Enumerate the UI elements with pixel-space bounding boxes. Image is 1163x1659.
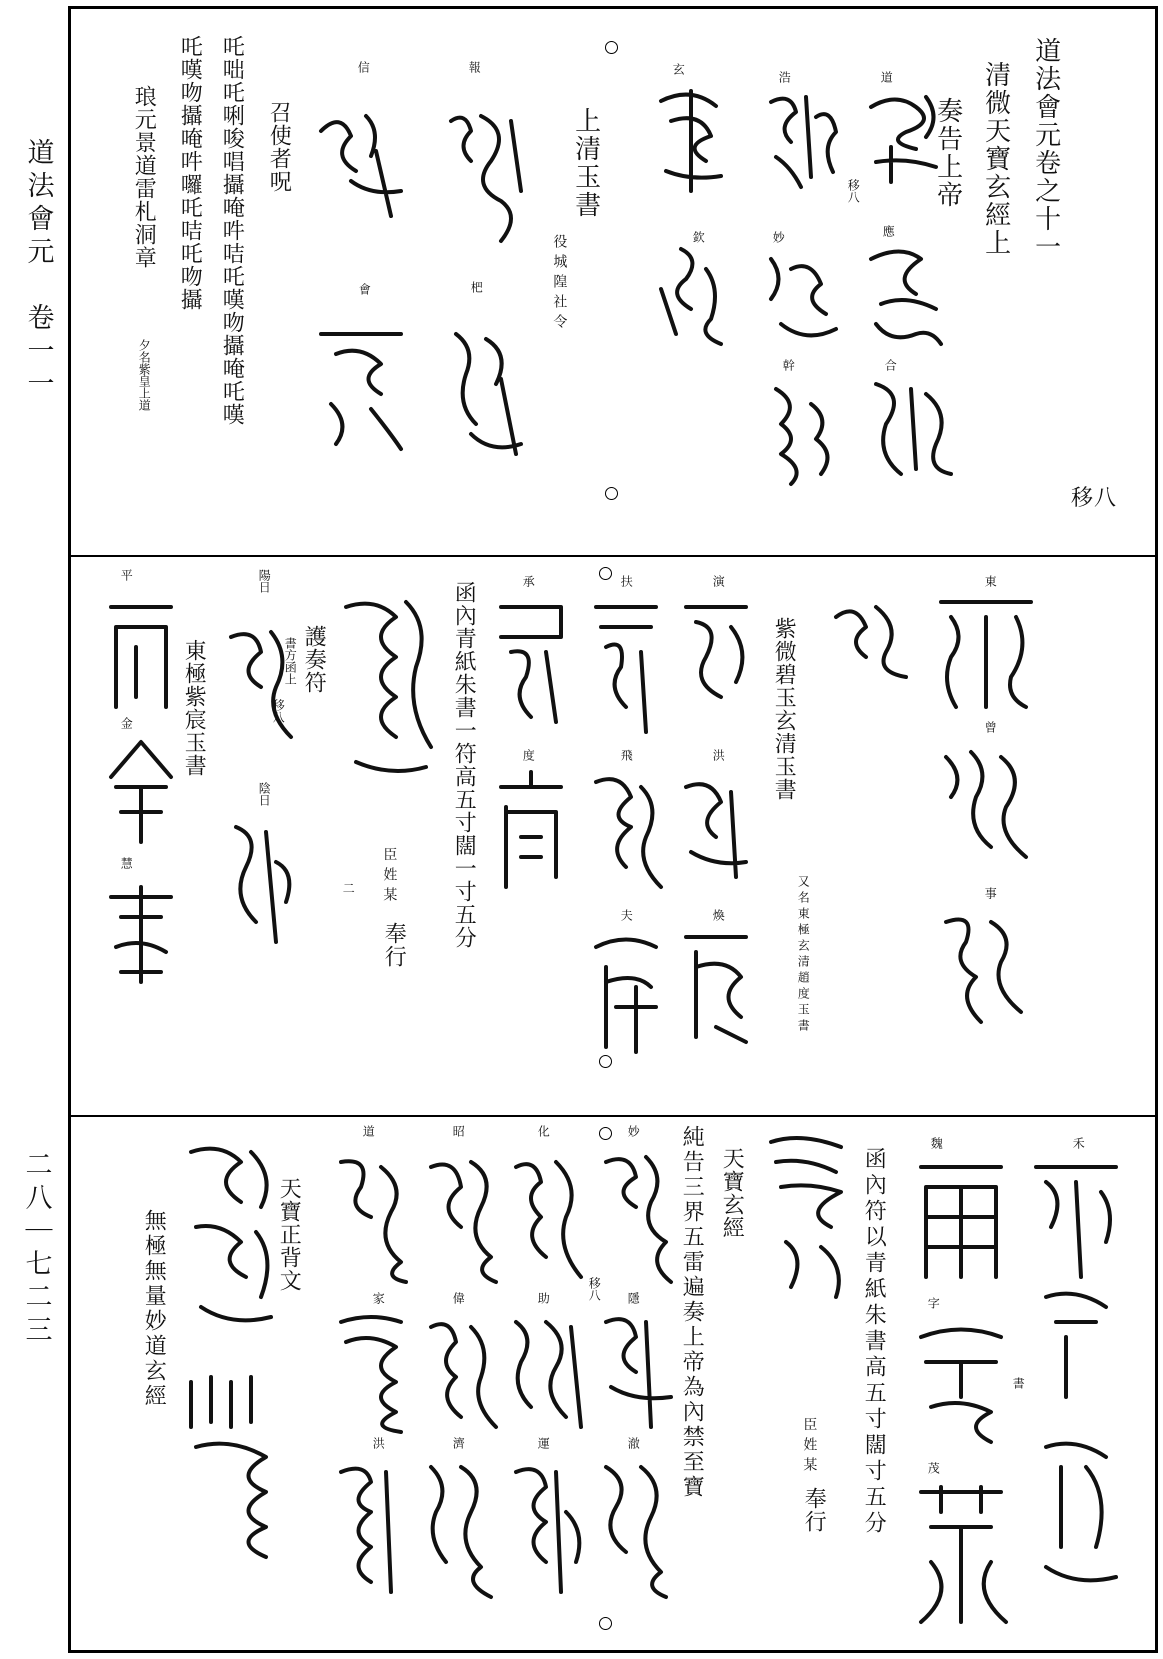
respectfully-execute: 奉行: [801, 1487, 827, 1533]
talisman-glyph-qin: [651, 239, 731, 349]
label-he: 合: [883, 359, 898, 371]
yiba-footer: 移八: [1071, 486, 1118, 511]
label-du: 度: [521, 749, 536, 761]
talisman-glyph-yin: [676, 597, 756, 717]
label-huan: 煥: [711, 909, 726, 921]
talisman-glyph-yangri: [221, 617, 301, 747]
label-hui2: 慧: [119, 857, 134, 869]
instruction-text: 函內青紙朱書一符高五寸闊一寸五分: [451, 581, 477, 949]
label-jin: 金: [119, 717, 134, 729]
talisman-glyph-ping: [101, 597, 181, 717]
label-lian: 運: [536, 1437, 551, 1449]
label-lai: 洪: [711, 749, 726, 761]
talisman-glyph-hui: [311, 314, 411, 454]
circle-marker: [599, 567, 612, 580]
talisman-glyph-fu: [586, 597, 666, 737]
running-head-page: 二八｜七二三: [20, 1150, 52, 1348]
talisman-glyph-jia: [331, 1307, 411, 1437]
talisman-glyph-lian: [506, 1452, 586, 1602]
jade-book-subtitle: 役城隍社令: [551, 234, 568, 334]
talisman-glyph-huan: [676, 927, 756, 1047]
talisman-glyph-chen-side: [826, 597, 916, 687]
talisman-glyph-hua: [506, 1147, 586, 1287]
label-yin: 演: [711, 575, 726, 587]
talisman-glyph-cheng: [491, 597, 571, 727]
circle-marker: [605, 41, 618, 54]
circle-marker: [599, 1055, 612, 1068]
talisman-glyph-zhao: [421, 1147, 501, 1287]
spell-line-1: 吒咄吒唎唆唱攝唵吽咭吒嘆吻攝唵吒嘆: [219, 35, 245, 426]
talisman-glyph-yin: [596, 1307, 676, 1437]
respectfully-execute: 奉行: [381, 922, 407, 968]
label-yangri: 陽日: [257, 569, 272, 593]
talisman-glyph-back-1: [181, 1137, 281, 1337]
talisman-glyph-dao: [331, 1147, 411, 1287]
label-yinri: 陰日: [257, 782, 272, 806]
talisman-glyph-miao: [596, 1147, 676, 1287]
talisman-glyph-hong: [331, 1452, 411, 1602]
label-wei2: 偉: [451, 1292, 466, 1304]
talisman-glyph-miao: [761, 249, 841, 349]
label-miao: 妙: [771, 231, 786, 243]
label-gan: 幹: [781, 359, 796, 371]
label-dao: 道: [361, 1125, 376, 1137]
jade-book-title: 上清玉書: [570, 107, 601, 219]
label-ying: 應: [881, 225, 896, 237]
label-jing: 澈: [626, 1437, 641, 1449]
protect-talisman-note: 書方函上: [283, 637, 298, 685]
label-cheng: 承: [521, 575, 536, 587]
talisman-glyph-back-2: [181, 1367, 281, 1567]
talisman-glyph-chen: [936, 597, 1036, 717]
scripture-subtitle: 清微天寶玄經上: [980, 61, 1011, 257]
talisman-glyph-zi: [911, 1317, 1011, 1447]
talisman-glyph-mao: [911, 1482, 1011, 1632]
label-zhao: 昭: [451, 1125, 466, 1137]
talisman-glyph-ji2: [421, 1452, 501, 1602]
talisman-glyph-gan: [761, 379, 841, 489]
label-ping: 平: [119, 569, 134, 581]
label-fei: 飛: [619, 749, 634, 761]
label-ba: 杷: [469, 281, 484, 293]
label-hong: 洪: [371, 1437, 386, 1449]
label-xin: 信: [356, 61, 371, 73]
spell-title: 召使者呪: [266, 101, 292, 193]
talisman-glyph-fu2: [586, 927, 666, 1057]
jade-book-heading-note: 又名東極玄清趙度玉書: [796, 875, 811, 1035]
talisman-glyph-ying: [861, 244, 951, 354]
label-zhu: 助: [536, 1292, 551, 1304]
instruction-text: 函內符以青紙朱書高五寸闊寸五分: [861, 1147, 887, 1537]
label-yiba-small: 移八: [846, 179, 861, 203]
vassal-name: 臣姓某: [801, 1417, 818, 1477]
talisman-glyph-he: [866, 374, 956, 484]
circle-marker: [605, 487, 618, 500]
label-er: 二: [341, 882, 356, 894]
talisman-glyph-tianbao: [761, 1127, 861, 1307]
running-head-book: 道法會元 卷一一: [22, 138, 54, 402]
talisman-glyph-jing: [596, 1452, 676, 1602]
talisman-glyph-jin: [101, 737, 181, 847]
label-qin: 欽: [691, 231, 706, 243]
talisman-glyph-du: [491, 767, 571, 897]
talisman-glyph-fei: [586, 767, 666, 897]
label-nian: 報: [467, 61, 482, 73]
label-zi: 字: [926, 1297, 941, 1309]
label-ji: 禾: [1071, 1137, 1086, 1149]
label-hua: 化: [536, 1125, 551, 1137]
talisman-glyph-xuan: [651, 81, 731, 201]
final-scripture-title: 無極無量妙道玄經: [141, 1209, 167, 1409]
label-yin: 隱: [626, 1292, 641, 1304]
talisman-glyph-shi: [936, 902, 1036, 1032]
label-fu2: 夫: [619, 909, 634, 921]
label-ye: 曾: [983, 721, 998, 733]
label-shu: 書: [1011, 1377, 1026, 1389]
talisman-glyph-wei2: [421, 1307, 501, 1437]
talisman-glyph-hao: [761, 87, 841, 197]
talisman-glyph-nian: [441, 101, 531, 251]
heavenly-treasure-scripture: 天寶玄經: [719, 1147, 745, 1239]
protect-talisman-mark: 移八: [271, 699, 286, 723]
label-hao: 浩: [777, 71, 792, 83]
talisman-glyph-protect: [336, 587, 446, 777]
label-mao: 茂: [926, 1462, 941, 1474]
talisman-glyph-ye: [936, 737, 1036, 867]
label-xuan: 玄: [671, 63, 686, 75]
back-text-title: 天寶正背文: [276, 1177, 302, 1292]
talisman-glyph-dao: [866, 87, 946, 187]
page-frame: [68, 6, 1158, 1653]
spell-line-2: 吒嘆吻攝唵吽囉吒咭吒吻攝: [177, 35, 203, 311]
label-dao: 道: [879, 71, 894, 83]
vassal-name: 臣姓某: [381, 847, 398, 907]
label-yiba: 移八: [587, 1277, 602, 1301]
label-wei: 魏: [929, 1137, 944, 1149]
jade-book-heading: 紫微碧玉玄清玉書: [771, 617, 797, 801]
circle-marker: [599, 1617, 612, 1630]
memorial-heading: 奏告上帝: [932, 97, 963, 209]
label-chen: 東: [983, 575, 998, 587]
spell-note: 夕名紫皇上道: [137, 339, 152, 411]
label-miao: 妙: [626, 1125, 641, 1137]
label-hui: 會: [357, 283, 372, 295]
spell-line-3: 琅元景道雷札洞章: [131, 85, 157, 269]
talisman-glyph-wei: [911, 1157, 1011, 1287]
volume-title: 道法會元卷之十一: [1030, 37, 1061, 261]
east-jade-book-title: 東極紫宸玉書: [181, 639, 207, 777]
label-jia: 家: [371, 1292, 386, 1304]
circle-marker: [599, 1127, 612, 1140]
panel-upper: [71, 9, 1155, 557]
panel-lower: [71, 1117, 1155, 1650]
talisman-glyph-ji: [1026, 1147, 1126, 1617]
label-shi: 事: [983, 887, 998, 899]
protect-talisman-title: 護奏符: [301, 625, 327, 694]
talisman-glyph-xin: [311, 101, 411, 221]
panel-middle: [71, 557, 1155, 1117]
talisman-glyph-ba: [441, 314, 531, 464]
proclamation-text: 純告三界五雷遍奏上帝為內禁至寶: [679, 1125, 705, 1500]
label-ji2: 濟: [451, 1437, 466, 1449]
talisman-glyph-yinri: [221, 812, 301, 952]
talisman-glyph-lai: [676, 767, 756, 887]
talisman-glyph-hui2: [101, 877, 181, 987]
label-fu: 扶: [619, 575, 634, 587]
talisman-glyph-zhu: [506, 1307, 586, 1437]
